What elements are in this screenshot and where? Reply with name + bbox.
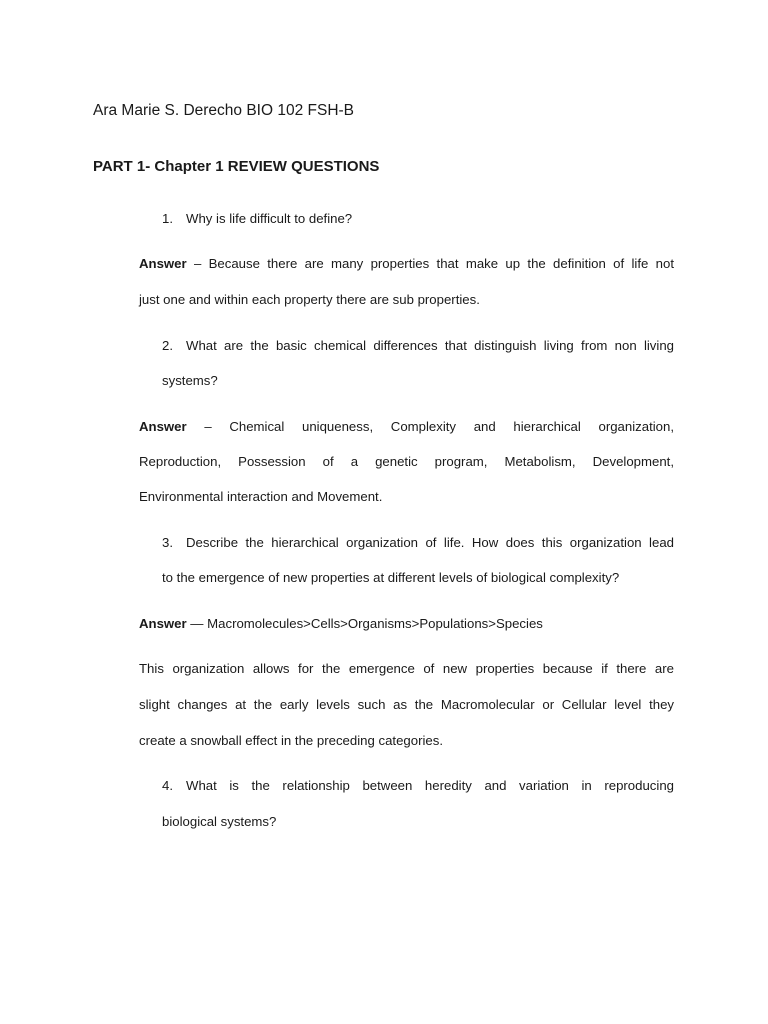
explanation-line: slight changes at the early levels such as the Macromolecular or Cellular level they	[139, 697, 674, 712]
answer-dash: —	[186, 616, 208, 631]
question-number: 4.	[162, 778, 173, 793]
explanation-line: This organization allows for the emergence of new properties because if there are	[139, 661, 674, 676]
question-text: What are the basic chemical differences that distinguish living from non living	[186, 338, 674, 353]
answer-dash: –	[186, 256, 209, 271]
answer-line: Reproduction, Possession of a genetic program, Metabolism, Development,	[139, 454, 674, 469]
explanation-line: create a snowball effect in the preceding categories.	[139, 733, 443, 748]
question-text: What is the relationship between heredity and variation in reproducing	[186, 778, 674, 793]
answer-dash: –	[186, 419, 230, 434]
question-text: Why is life difficult to define?	[186, 211, 353, 226]
answer-line: just one and within each property there are sub properties.	[139, 292, 480, 307]
answer-text: Because there are many properties that make up the definition of life not	[208, 256, 674, 271]
answer-text: Chemical uniqueness, Complexity and hierarchical organization,	[229, 419, 674, 434]
answer-line	[139, 606, 674, 641]
question-number: 2.	[162, 338, 173, 353]
author-line: Ara Marie S. Derecho BIO 102 FSH-B	[93, 102, 355, 119]
question-text-cont: to the emergence of new properties at different levels of biological complexity?	[162, 570, 620, 585]
answer-text: Macromolecules>Cells>Organisms>Populations>Species	[207, 616, 543, 631]
question-number: 1.	[162, 211, 173, 226]
answer-line: Environmental interaction and Movement.	[139, 489, 383, 504]
question-number: 3.	[162, 535, 173, 550]
question-text-cont: systems?	[162, 373, 218, 388]
question-text-cont: biological systems?	[162, 814, 277, 829]
part-title: PART 1- Chapter 1 REVIEW QUESTIONS	[93, 158, 380, 175]
answer-line	[139, 246, 674, 281]
answer-line	[139, 409, 674, 444]
answer-label: Answer	[139, 616, 187, 631]
answer-label: Answer	[139, 419, 187, 434]
answer-label: Answer	[139, 256, 187, 271]
question-text: Describe the hierarchical organization of life. How does this organization lead	[186, 535, 674, 550]
